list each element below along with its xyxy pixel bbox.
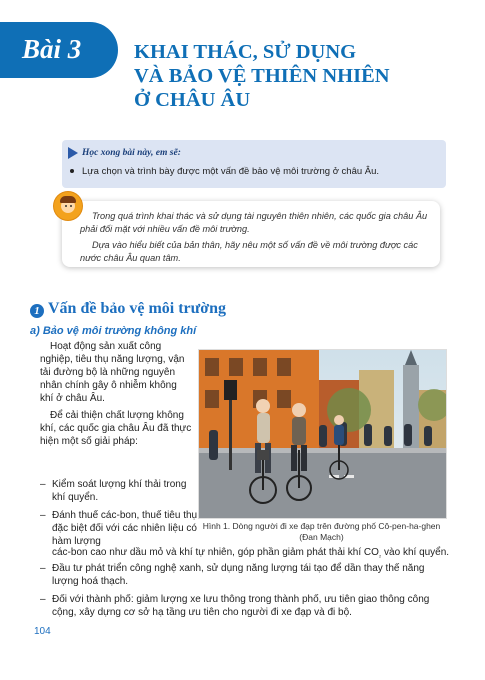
bullet-item: – Đánh thuế các-bon, thuế tiêu thụ đặc biệt đối với các nhiên liệu có hàm lượng: [40, 510, 198, 547]
lesson-title: [134, 40, 464, 112]
body-paragraph: Để cải thiện chất lượng không khí, các quốc gia châu Âu đã thực hiện một số giải pháp:: [40, 410, 192, 447]
intro-card: [62, 201, 440, 267]
lesson-label: Bài 3: [22, 34, 82, 64]
bullet-continuation: các-bon cao như dầu mỏ và khí tự nhiên, góp phần giảm phát thải khí $CO_{_2}$ vào khí quyển.: [52, 547, 450, 559]
intro-text: [80, 210, 432, 268]
cyclists-photo: [198, 349, 447, 519]
bullet-item: – Đối với thành phố: giảm lượng xe lưu thông trong thành phố, ưu tiên giao thông công cộng, xây dựng cơ sở hạ tầng ưu tiên cho người đi xe đạp và đi bộ.: [40, 594, 430, 618]
lesson-title-line: Ở CHÂU ÂU: [134, 89, 251, 111]
objectives-heading: Học xong bài này, em sẽ:: [68, 147, 181, 159]
bullet-icon: [70, 169, 74, 173]
lesson-badge: [0, 22, 118, 78]
objective-item: Lựa chọn và trình bày được một vấn đề bảo vệ môi trường ở châu Âu.: [70, 166, 379, 177]
subsection-title: a) Bảo vệ môi trường không khí: [30, 325, 197, 337]
bullet-item: – Đầu tư phát triển công nghệ xanh, sử dụng năng lượng tái tạo để dần thay thế năng lượng hoá thạch.: [40, 563, 425, 587]
mascot-icon: [54, 192, 82, 220]
body-paragraph: Hoạt động sản xuất công nghiệp, tiêu thụ năng lượng, vận tải đường bộ là những nguyên nhân chính gây ô nhiễm không khí ở châu Âu.: [40, 341, 185, 404]
arrow-right-icon: [68, 147, 78, 159]
figure-caption: Hình 1. Dòng người đi xe đạp trên đường phố Cô-pen-ha-ghen (Đan Mạch): [202, 521, 441, 542]
body-column: [40, 340, 192, 452]
cyclists-illustration: [199, 350, 446, 518]
lesson-title-line: VÀ BẢO VỆ THIÊN NHIÊN: [134, 65, 390, 87]
page-number: 104: [34, 626, 51, 637]
section-title: Vấn đề bảo vệ môi trường: [48, 300, 227, 317]
intro-paragraph: Dựa vào hiểu biết của bản thân, hãy nêu một số vấn đề về môi trường được các nước châu Âu quan tâm.: [80, 240, 418, 263]
bullet-item: – Kiểm soát lượng khí thải trong khí quyển.: [40, 479, 187, 503]
intro-paragraph: Trong quá trình khai thác và sử dụng tài nguyên thiên nhiên, các quốc gia châu Âu phải đối mặt với nhiều vấn đề môi trường.: [80, 211, 428, 234]
lesson-title-line: KHAI THÁC, SỬ DỤNG: [134, 41, 357, 63]
objectives-box: [62, 140, 446, 188]
section-number: 1: [30, 304, 44, 318]
